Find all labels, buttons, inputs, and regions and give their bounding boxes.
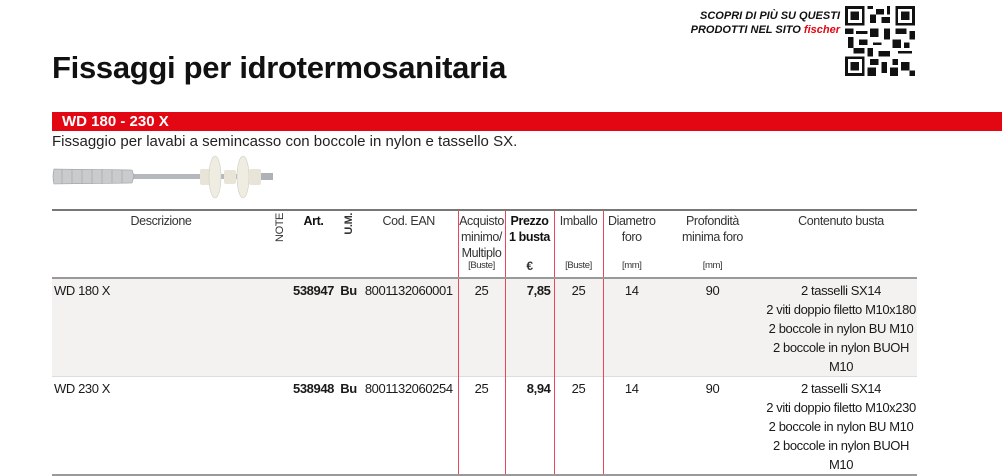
content-line: 2 boccole in nylon BU M10 [768,321,914,336]
cell-diametro: 14 [603,278,660,377]
header-line: Multiplo [461,246,502,260]
header-diametro [603,210,660,278]
table-row [52,377,917,476]
content-line: 2 boccole in nylon BUOH M10 [772,340,910,374]
table-row [52,278,917,377]
cell-prezzo: 8,94 [505,377,554,476]
cell-profondita: 90 [660,278,765,377]
cell-contenuto [765,377,917,476]
cell-contenuto [765,278,917,377]
cell-note [270,377,290,476]
section-header-bar [52,112,1002,131]
header-art: Art. [303,214,324,228]
header-note: NOTE [274,213,286,242]
header-line: Prezzo [510,214,549,228]
cell-art: 538948 [293,381,334,396]
product-table [52,209,917,476]
cell-ean: 8001132060254 [364,381,453,396]
promo-line-2: PRODOTTI NEL SITO [690,24,801,36]
header-unit: € [526,259,533,273]
cell-imballo: 25 [554,377,603,476]
website-promo [691,9,840,37]
section-title: WD 180 - 230 X [62,113,169,130]
header-um: U.M. [342,213,355,235]
header-contenuto: Contenuto busta [798,214,884,228]
header-acquisto [458,210,505,278]
header-line: foro [621,230,642,244]
header-unit: [Buste] [565,260,592,271]
header-line: Profondità [686,214,739,228]
promo-line-1: SCOPRI DI PIÙ SU QUESTI [700,10,840,22]
content-line: 2 tasselli SX14 [801,283,881,298]
product-image-wall-plug-fixing [52,150,312,200]
cell-um: Bu [337,278,360,377]
header-unit: [mm] [621,260,642,271]
cell-ean: 8001132060001 [360,278,458,377]
header-profondita [660,210,765,278]
header-descrizione: Descrizione [130,214,192,228]
header-line: Diametro [607,214,656,228]
header-line: Imballo [559,214,598,228]
cell-acquisto: 25 [458,278,505,377]
brand-name: fischer [803,24,840,36]
header-line: minimo/ [461,230,502,244]
cell-um: Bu [340,381,357,396]
header-ean: Cod. EAN [382,214,435,228]
qr-code-icon[interactable] [845,6,915,76]
cell-descrizione: WD 230 X [54,381,111,396]
cell-profondita: 90 [705,381,720,396]
table-header-row [52,210,917,278]
cell-art: 538947 [290,278,337,377]
header-prezzo [505,210,554,278]
header-unit: [Buste] [468,260,495,271]
header-line: Acquisto [459,214,504,228]
cell-descrizione: WD 180 X [52,278,270,377]
header-line: 1 busta [509,230,550,244]
content-line: 2 viti doppio filetto M10x180 [766,302,916,317]
page-title: Fissaggi per idrotermosanitaria [52,50,507,85]
header-unit: [mm] [702,260,723,271]
header-imballo [554,210,603,278]
cell-acquisto: 25 [458,377,505,476]
content-line: 2 boccole in nylon BU M10 [768,419,914,434]
cell-note [270,278,290,377]
section-description: Fissaggio per lavabi a semincasso con boccole in nylon e tassello SX. [52,133,518,150]
cell-diametro: 14 [624,381,639,396]
cell-prezzo: 7,85 [505,278,554,377]
content-line: 2 boccole in nylon BUOH M10 [772,438,910,472]
content-line: 2 viti doppio filetto M10x230 [766,400,916,415]
header-line: minima foro [682,230,743,244]
content-line: 2 tasselli SX14 [801,381,881,396]
cell-imballo: 25 [554,278,603,377]
